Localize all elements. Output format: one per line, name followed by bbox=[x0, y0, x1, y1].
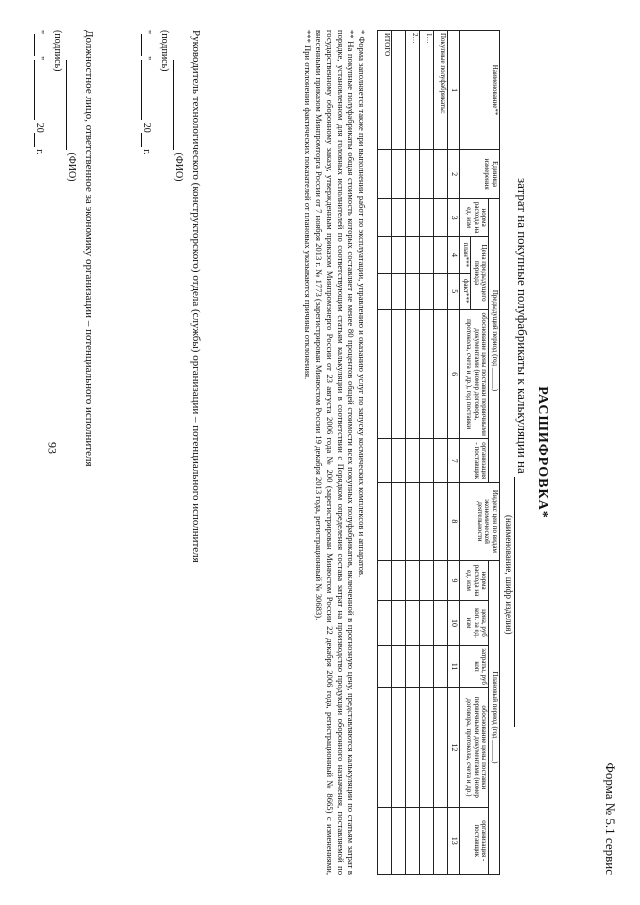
col-num: 1 bbox=[448, 31, 460, 150]
header-norm-plan: норма расхода на ед. изм bbox=[460, 560, 489, 600]
header-norm-prev: норма расхода на ед. изм bbox=[460, 198, 489, 236]
col-num: 9 bbox=[448, 560, 460, 600]
signer-2-fio-line bbox=[66, 60, 77, 182]
row-label: Покупные полуфабрикаты: bbox=[434, 31, 448, 150]
col-num: 11 bbox=[448, 645, 460, 688]
col-num: 6 bbox=[448, 309, 460, 439]
header-justification-prev: обоснование цены поставки первичными документами (номер договора, протокола, счета и др.), год поставки bbox=[460, 309, 489, 439]
table-row bbox=[434, 31, 448, 875]
table-row bbox=[406, 31, 420, 875]
header-fact-price: факт*** bbox=[460, 273, 471, 309]
signer-1-role: Руководитель технологического (конструкторского) отдела (службы) организации – потенциального исполнителя bbox=[190, 30, 202, 563]
header-unit: Единица измерения bbox=[460, 150, 500, 199]
header-justification-plan: обоснование цены поставки первичными документами (номер договора, протокола, счета и др.) bbox=[460, 688, 489, 807]
signer-2-signature-label: (подпись) bbox=[52, 30, 63, 72]
header-price-plan: цена, руб коп. за ед. изм bbox=[460, 601, 489, 646]
signature-line bbox=[173, 60, 174, 150]
header-plan-price: план*** bbox=[460, 237, 471, 273]
column-numbers-row bbox=[448, 31, 460, 875]
signer-2-fio: (ФИО) bbox=[66, 152, 77, 182]
document-subtitle bbox=[514, 0, 530, 905]
page-number: 93 bbox=[45, 442, 60, 454]
subtitle-blank bbox=[514, 477, 527, 727]
footnote: * Форма заполняется также при выполнении работ по эксплуатации, управлению и оказанию услуг по запуску космических комплексов и аппаратов. bbox=[357, 30, 367, 578]
form-label: Форма № 5.1 сервис bbox=[603, 762, 618, 875]
signer-1-signature-label: (подпись) bbox=[159, 30, 170, 72]
col-num: 5 bbox=[448, 273, 460, 309]
footnote: *** При отклонении фактических показателей от плановых указываются причины отклонения. bbox=[303, 30, 314, 380]
col-num: 12 bbox=[448, 688, 460, 807]
row-label-total: ИТОГО bbox=[378, 31, 392, 150]
col-num: 3 bbox=[448, 198, 460, 236]
breakdown-table bbox=[377, 30, 500, 875]
signer-2-role: Должностное лицо, ответственное за экономику организации – потенциального исполнителя bbox=[83, 30, 95, 467]
col-num: 2 bbox=[448, 150, 460, 199]
signer-1-fio-line bbox=[173, 60, 184, 182]
header-price-prev: Цена предыдущего периода bbox=[470, 237, 488, 310]
row-label: 2… bbox=[406, 31, 420, 150]
header-supplier-prev: организация - поставщик bbox=[460, 439, 489, 483]
footnotes bbox=[303, 30, 367, 875]
header-cost-plan: затраты, руб коп bbox=[460, 645, 489, 688]
signer-1-date: "" 20 г. bbox=[141, 30, 152, 155]
header-prev-period: Предыдущий период (год ______) bbox=[489, 198, 500, 482]
table-row bbox=[392, 31, 406, 875]
signature-line bbox=[66, 60, 67, 150]
table-row bbox=[420, 31, 434, 875]
col-num: 13 bbox=[448, 807, 460, 874]
col-num: 10 bbox=[448, 601, 460, 646]
header-plan-period: Плановый период (год ______) bbox=[489, 560, 500, 874]
header-supplier-plan: организация - поставщик bbox=[460, 807, 489, 874]
header-name: Наименование** bbox=[460, 31, 500, 150]
table-row-total bbox=[378, 31, 392, 875]
subtitle-text: затрат на покупные полуфабрикаты к калькуляции на bbox=[515, 177, 530, 474]
header-index: Индекс цен по видам экономической деятельности bbox=[460, 483, 500, 561]
col-num: 7 bbox=[448, 439, 460, 483]
row-label: 1… bbox=[420, 31, 434, 150]
footnote: ** На покупные полуфабрикаты общая стоимость которых составляет не менее 80 процентов общей стоимости всех покупных полуфабрикатов, включенной в прогнозную цену, представляются калькуляции по статьям затрат в порядке, установленном для головных исполнителей по соответствующим статьям калькуляции в соответствии с Порядком определения состава затрат на производство продукции оборонного назначения, поставляемой по государственному оборонному заказу, утвержденным приказом Минпромэнерго России от 23 августа 2006 года № 200 (зарегистрирован Минюстом России 22 декабря 2006 года, регистрационный № 8665) с изменениями, внесенными приказом Минпромторга России от 7 ноября 2013 г. № 1773 (зарегистрирован Минюстом России 19 декабря 2013 года, регистрационный № 30683). bbox=[314, 30, 357, 875]
col-num: 8 bbox=[448, 483, 460, 561]
signer-2-date: "" 20 г. bbox=[34, 30, 45, 155]
col-num: 4 bbox=[448, 237, 460, 273]
signer-1-fio: (ФИО) bbox=[173, 152, 184, 182]
row-label bbox=[392, 31, 406, 150]
document-title: РАСШИФРОВКА* bbox=[535, 386, 550, 519]
subtitle-caption: (наименование, шифр изделия) bbox=[504, 515, 514, 635]
